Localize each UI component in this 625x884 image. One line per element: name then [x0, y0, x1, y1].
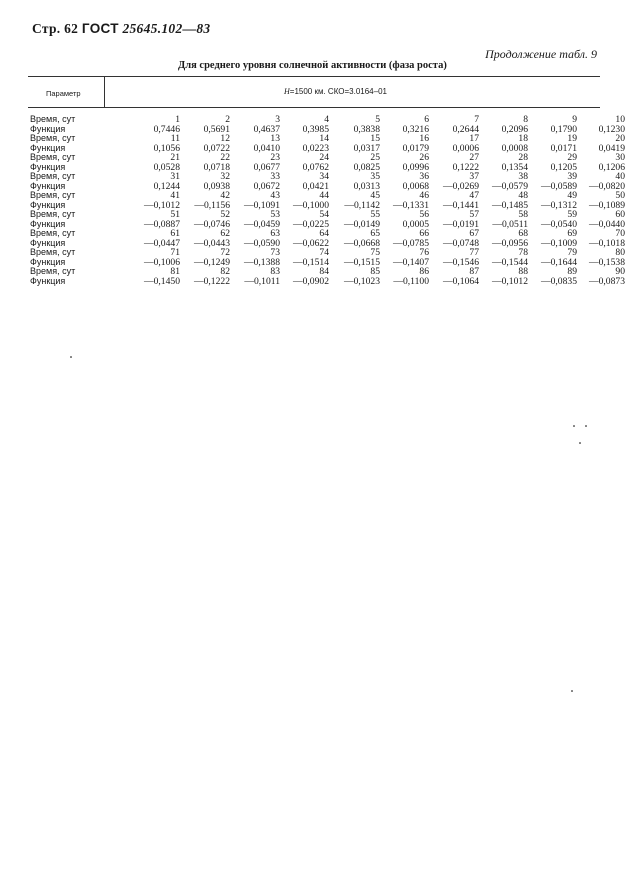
table-cell: 31 [170, 171, 180, 182]
table-body [20, 114, 625, 287]
table-cell: —0,0956 [492, 237, 528, 249]
table-cell: 27 [469, 152, 479, 163]
table-cell: 56 [419, 209, 429, 220]
condition-text: =1500 км. СКО=3.0164–01 [289, 87, 387, 96]
table-cell: —0,1644 [541, 256, 577, 268]
table-cell: 10 [615, 114, 625, 125]
scan-speck [571, 690, 573, 692]
table-cell: 81 [170, 266, 180, 277]
table-cell: 4 [324, 114, 329, 125]
row-label: Функция [30, 237, 66, 248]
table-cell: 62 [220, 228, 230, 239]
table-cell: 78 [518, 247, 528, 258]
standard-number: 25645.102—83 [122, 21, 211, 36]
table-cell: 34 [319, 171, 329, 182]
row-label: Функция [30, 218, 66, 229]
table-cell: —0,1514 [293, 256, 329, 268]
table-cell: 45 [370, 190, 380, 201]
table-cell: —0,1023 [344, 275, 380, 287]
table-cell: 25 [370, 152, 380, 163]
table-cell: 29 [567, 152, 577, 163]
table-cell: 68 [518, 228, 528, 239]
table-cell: 28 [518, 152, 528, 163]
table-cell: 19 [567, 133, 577, 144]
table-cell: —0,0540 [541, 218, 577, 230]
table-cell: 0,0171 [550, 142, 577, 154]
table-cell: 3 [275, 114, 280, 125]
table-cell: —0,0511 [492, 218, 528, 230]
table-cell: 87 [469, 266, 479, 277]
table-cell: —0,0785 [393, 237, 429, 249]
table-cell: —0,0835 [541, 275, 577, 287]
table-cell: —0,1544 [492, 256, 528, 268]
row-label: Время, сут [30, 171, 76, 181]
table-cell: 11 [170, 133, 180, 144]
continuation-note: Продолжение табл. 9 [485, 47, 597, 61]
table-cell: —0,1012 [492, 275, 528, 287]
table-cell: —0,1441 [443, 199, 479, 211]
table-cell: 65 [370, 228, 380, 239]
table-cell: 0,1222 [452, 161, 479, 173]
table-cell: 0,0421 [302, 180, 329, 192]
table-cell: 66 [419, 228, 429, 239]
table-cell: 26 [419, 152, 429, 163]
table-cell: 0,0008 [501, 142, 528, 154]
row-label: Функция [30, 275, 66, 286]
table-cell: 43 [270, 190, 280, 201]
table-cell: —0,1546 [443, 256, 479, 268]
table-cell: —0,1515 [344, 256, 380, 268]
table-cell: 0,1056 [153, 142, 180, 154]
table-cell: 47 [469, 190, 479, 201]
table-cell: 16 [419, 133, 429, 144]
table-cell: 44 [319, 190, 329, 201]
table-cell: 0,3838 [353, 123, 380, 135]
row-label: Время, сут [30, 133, 76, 143]
table-cell: 49 [567, 190, 577, 201]
table-cell: 0,4637 [253, 123, 280, 135]
table-cell: 0,1790 [550, 123, 577, 135]
table-cell: 0,0317 [353, 142, 380, 154]
table-cell: 58 [518, 209, 528, 220]
table-cell: —0,1538 [589, 256, 625, 268]
table-cell: 40 [615, 171, 625, 182]
table-cell: 69 [567, 228, 577, 239]
table-cell: 0,0996 [402, 161, 429, 173]
table-cell: —0,1011 [244, 275, 280, 287]
table-cell: 23 [270, 152, 280, 163]
table-cell: 55 [370, 209, 380, 220]
table-cell: 0,1230 [598, 123, 625, 135]
table-header-rule [28, 107, 600, 108]
table-cell: 60 [615, 209, 625, 220]
table-top-rule [28, 76, 600, 77]
row-label: Функция [30, 142, 66, 153]
condition-header [284, 87, 387, 96]
table-cell: —0,1000 [293, 199, 329, 211]
table-cell: 71 [170, 247, 180, 258]
table-cell: 7 [474, 114, 479, 125]
table-cell: 32 [220, 171, 230, 182]
table-cell: 0,1206 [598, 161, 625, 173]
table-cell: 36 [419, 171, 429, 182]
table-cell: 41 [170, 190, 180, 201]
table-cell: 80 [615, 247, 625, 258]
row-label: Время, сут [30, 152, 76, 162]
table-cell: 24 [319, 152, 329, 163]
table-cell: 33 [270, 171, 280, 182]
row-label: Функция [30, 180, 66, 191]
table-cell: 0,0419 [598, 142, 625, 154]
table-cell: 0,0068 [402, 180, 429, 192]
table-cell: 82 [220, 266, 230, 277]
table-cell: —0,0269 [443, 180, 479, 192]
table-cell: —0,1156 [194, 199, 230, 211]
table-cell: 0,0722 [203, 142, 230, 154]
table-cell: —0,0440 [589, 218, 625, 230]
table-cell: —0,0668 [344, 237, 380, 249]
page-number: Стр. 62 [32, 21, 79, 36]
table-cell: 73 [270, 247, 280, 258]
table-cell: —0,0447 [144, 237, 180, 249]
table-cell: —0,1009 [541, 237, 577, 249]
table-cell: 39 [567, 171, 577, 182]
table-cell: 61 [170, 228, 180, 239]
table-cell: 0,0672 [253, 180, 280, 192]
table-cell: 12 [220, 133, 230, 144]
table-cell: —0,1485 [492, 199, 528, 211]
table-cell: 0,2096 [501, 123, 528, 135]
table-cell: —0,1331 [393, 199, 429, 211]
table-cell: 37 [469, 171, 479, 182]
row-label: Время, сут [30, 209, 76, 219]
altitude-symbol: H [284, 87, 290, 96]
table-cell: —0,0225 [293, 218, 329, 230]
table-title: Для среднего уровня солнечной активности (фаза роста) [178, 60, 447, 71]
table-cell: 14 [319, 133, 329, 144]
row-label: Время, сут [30, 190, 76, 200]
table-cell: 0,3985 [302, 123, 329, 135]
table-cell: 0,5691 [203, 123, 230, 135]
table-cell: 0,0006 [452, 142, 479, 154]
table-cell: 30 [615, 152, 625, 163]
table-cell: —0,1006 [144, 256, 180, 268]
table-cell: 59 [567, 209, 577, 220]
scan-speck [573, 425, 575, 427]
table-cell: 22 [220, 152, 230, 163]
table-cell: 0,1354 [501, 161, 528, 173]
table-cell: 84 [319, 266, 329, 277]
row-label: Функция [30, 123, 66, 134]
table-cell: 0,3216 [402, 123, 429, 135]
table-cell: —0,0622 [293, 237, 329, 249]
table-cell: —0,0579 [492, 180, 528, 192]
row-label: Функция [30, 161, 66, 172]
table-cell: 2 [225, 114, 230, 125]
table-cell: —0,1388 [244, 256, 280, 268]
table-cell: 17 [469, 133, 479, 144]
table-cell: 90 [615, 266, 625, 277]
table-cell: —0,1018 [589, 237, 625, 249]
table-cell: 85 [370, 266, 380, 277]
row-label: Время, сут [30, 247, 76, 257]
table-cell: 46 [419, 190, 429, 201]
row-label: Функция [30, 199, 66, 210]
table-cell: 20 [615, 133, 625, 144]
table-cell: 5 [375, 114, 380, 125]
table-cell: 1 [175, 114, 180, 125]
table-cell: 64 [319, 228, 329, 239]
table-cell: —0,0902 [293, 275, 329, 287]
table-cell: —0,0820 [589, 180, 625, 192]
function-row [20, 275, 625, 287]
table-cell: —0,0873 [589, 275, 625, 287]
table-cell: —0,1249 [194, 256, 230, 268]
row-label: Функция [30, 256, 66, 267]
table-cell: 38 [518, 171, 528, 182]
table-cell: —0,0887 [144, 218, 180, 230]
table-cell: —0,0443 [194, 237, 230, 249]
table-cell: —0,0459 [244, 218, 280, 230]
table-cell: 51 [170, 209, 180, 220]
table-cell: 0,0410 [253, 142, 280, 154]
row-label: Время, сут [30, 228, 76, 238]
table-cell: 21 [170, 152, 180, 163]
table-cell: 70 [615, 228, 625, 239]
scan-speck [70, 356, 72, 358]
table-cell: —0,1450 [144, 275, 180, 287]
table-cell: 0,1205 [550, 161, 577, 173]
table-cell: 0,0005 [402, 218, 429, 230]
table-cell: 0,0825 [353, 161, 380, 173]
table-cell: —0,0748 [443, 237, 479, 249]
table-cell: —0,1222 [194, 275, 230, 287]
table-cell: —0,0590 [244, 237, 280, 249]
table-cell: 15 [370, 133, 380, 144]
table-cell: 0,0313 [353, 180, 380, 192]
row-label: Время, сут [30, 114, 76, 124]
table-cell: —0,0746 [194, 218, 230, 230]
scan-speck [585, 425, 587, 427]
table-cell: 48 [518, 190, 528, 201]
table-cell: 0,0938 [203, 180, 230, 192]
table-cell: —0,1064 [443, 275, 479, 287]
table-cell: 88 [518, 266, 528, 277]
table-cell: —0,1091 [244, 199, 280, 211]
table-cell: 0,0179 [402, 142, 429, 154]
table-cell: 83 [270, 266, 280, 277]
table-cell: 75 [370, 247, 380, 258]
table-cell: 77 [469, 247, 479, 258]
table-cell: 8 [523, 114, 528, 125]
table-cell: —0,1407 [393, 256, 429, 268]
table-cell: 63 [270, 228, 280, 239]
table-cell: 52 [220, 209, 230, 220]
table-cell: 9 [572, 114, 577, 125]
table-cell: —0,1089 [589, 199, 625, 211]
table-cell: 54 [319, 209, 329, 220]
table-cell: 0,0762 [302, 161, 329, 173]
table-cell: 50 [615, 190, 625, 201]
scan-speck [579, 442, 581, 444]
table-cell: 86 [419, 266, 429, 277]
table-cell: 0,2644 [452, 123, 479, 135]
table-cell: 79 [567, 247, 577, 258]
table-cell: 0,7446 [153, 123, 180, 135]
table-cell: —0,1312 [541, 199, 577, 211]
table-cell: 0,0528 [153, 161, 180, 173]
row-label: Время, сут [30, 266, 76, 276]
table-cell: 53 [270, 209, 280, 220]
table-cell: 0,1244 [153, 180, 180, 192]
table-cell: 13 [270, 133, 280, 144]
standard-label: ГОСТ [81, 21, 119, 36]
table-cell: 35 [370, 171, 380, 182]
param-column-header: Параметр [46, 89, 81, 98]
table-cell: —0,0589 [541, 180, 577, 192]
table-cell: 67 [469, 228, 479, 239]
table-cell: 18 [518, 133, 528, 144]
table-cell: 89 [567, 266, 577, 277]
table-cell: 6 [424, 114, 429, 125]
table-cell: —0,1100 [393, 275, 429, 287]
header-column-divider [104, 76, 105, 107]
table-cell: 74 [319, 247, 329, 258]
page-header [32, 21, 210, 37]
table-cell: 0,0223 [302, 142, 329, 154]
table-cell: —0,0191 [443, 218, 479, 230]
table-cell: —0,1142 [344, 199, 380, 211]
table-cell: 72 [220, 247, 230, 258]
table-cell: —0,1012 [144, 199, 180, 211]
table-cell: 0,0718 [203, 161, 230, 173]
table-cell: —0,0149 [344, 218, 380, 230]
table-cell: 42 [220, 190, 230, 201]
table-cell: 57 [469, 209, 479, 220]
table-cell: 0,0677 [253, 161, 280, 173]
table-cell: 76 [419, 247, 429, 258]
